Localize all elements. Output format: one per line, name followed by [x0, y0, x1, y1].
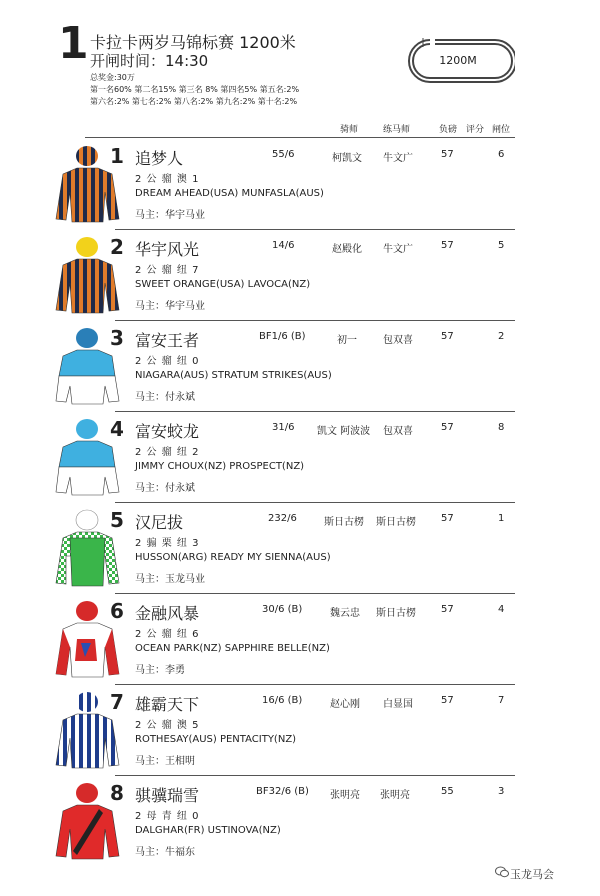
gate: 5 [498, 240, 505, 251]
odds: 14/6 [272, 240, 295, 251]
pedigree: DREAM AHEAD(USA) MUNFASLA(AUS) [135, 188, 324, 199]
gate: 1 [498, 513, 505, 524]
horse-row [0, 413, 600, 503]
odds: BF1/6 (B) [259, 331, 306, 342]
row-divider [115, 502, 515, 503]
horse-row [0, 595, 600, 685]
row-divider [115, 320, 515, 321]
header-rating: 评分 [466, 125, 485, 135]
pedigree: DALGHAR(FR) USTINOVA(NZ) [135, 825, 281, 836]
wechat-icon [495, 866, 509, 878]
jockey: 柯凯文 [332, 153, 362, 164]
header-jockey: 骑师 [340, 125, 359, 135]
owner: 马主：牛福东 [135, 847, 195, 858]
weight: 57 [441, 422, 454, 433]
jockey: 斯日古楞 [324, 517, 364, 528]
horse-number: 1 [110, 144, 124, 168]
prize-distribution-1: 第一名60% 第二名15% 第三名 8% 第四名5% 第五名:2% [90, 85, 300, 94]
gate: 2 [498, 331, 505, 342]
trainer: 斯日古楞 [376, 517, 416, 528]
horse-name: 富安王者 [135, 331, 200, 350]
row-divider [115, 411, 515, 412]
row-divider [115, 684, 515, 685]
odds: 16/6 (B) [262, 695, 303, 706]
weight: 55 [441, 786, 454, 797]
owner: 马主：华宇马业 [135, 210, 205, 221]
pedigree: SWEET ORANGE(USA) LAVOCA(NZ) [135, 279, 311, 290]
horse-number: 8 [110, 781, 124, 805]
race-time: 开闸时间：14:30 [90, 52, 209, 70]
horse-name: 追梦人 [135, 149, 184, 168]
row-divider [115, 775, 515, 776]
horse-info: 2 公 骝 澳 5 [135, 720, 200, 731]
weight: 57 [441, 240, 454, 251]
horse-name: 汉尼拔 [135, 513, 184, 532]
owner: 马主：付永斌 [135, 483, 195, 494]
header-gate: 闸位 [492, 125, 511, 135]
pedigree: JIMMY CHOUX(NZ) PROSPECT(NZ) [135, 461, 305, 472]
horse-number: 5 [110, 508, 124, 532]
trainer: 包双喜 [383, 335, 413, 346]
gate: 6 [498, 149, 505, 160]
horse-row [0, 686, 600, 776]
horse-info: 2 骟 栗 纽 3 [135, 538, 200, 549]
jockey: 魏云忠 [330, 608, 360, 619]
horse-name: 华宇风光 [135, 240, 200, 259]
odds: BF32/6 (B) [256, 786, 309, 797]
horse-row [0, 322, 600, 412]
horse-number: 4 [110, 417, 124, 441]
horse-number: 7 [110, 690, 124, 714]
horse-name: 雄霸天下 [135, 695, 200, 714]
horse-info: 2 公 骝 澳 1 [135, 174, 200, 185]
gate: 3 [498, 786, 505, 797]
pedigree: NIAGARA(AUS) STRATUM STRIKES(AUS) [135, 370, 332, 381]
trainer: 张明亮 [380, 790, 410, 801]
pedigree: OCEAN PARK(NZ) SAPPHIRE BELLE(NZ) [135, 643, 330, 654]
horse-info: 2 公 骝 纽 6 [135, 629, 200, 640]
owner: 马主：李勇 [135, 665, 185, 676]
horse-name: 骐骥瑞雪 [135, 786, 200, 805]
header-weight: 负磅 [439, 125, 458, 135]
jockey: 赵殿化 [332, 244, 362, 255]
odds: 55/6 [272, 149, 295, 160]
track-distance-label: 1200M [439, 54, 477, 67]
horse-info: 2 母 青 纽 0 [135, 811, 200, 822]
horse-info: 2 公 骝 纽 0 [135, 356, 200, 367]
gate: 7 [498, 695, 505, 706]
horse-number: 2 [110, 235, 124, 259]
horse-row [0, 504, 600, 594]
jockey: 张明亮 [330, 790, 360, 801]
gate: 4 [498, 604, 505, 615]
horse-number: 3 [110, 326, 124, 350]
odds: 232/6 [268, 513, 297, 524]
weight: 57 [441, 513, 454, 524]
header-trainer: 练马师 [383, 125, 411, 135]
horse-row [0, 777, 600, 867]
gate: 8 [498, 422, 505, 433]
trainer: 包双喜 [383, 426, 413, 437]
weight: 57 [441, 695, 454, 706]
owner: 马主：王相明 [135, 756, 195, 767]
jockey: 初一 [337, 335, 357, 346]
row-divider [115, 229, 515, 230]
watermark: 玉龙马会 [510, 868, 554, 881]
purse: 总奖金:30万 [90, 73, 135, 82]
pedigree: ROTHESAY(AUS) PENTACITY(NZ) [135, 734, 297, 745]
race-number: 1 [58, 18, 89, 69]
header-divider [85, 137, 515, 138]
horse-row [0, 231, 600, 321]
jockey: 赵心刚 [330, 699, 360, 710]
row-divider [115, 593, 515, 594]
jockey: 凯文 阿波波 [317, 426, 371, 437]
odds: 31/6 [272, 422, 295, 433]
trainer: 牛文广 [383, 153, 413, 164]
horse-info: 2 公 骝 纽 7 [135, 265, 200, 276]
owner: 马主：玉龙马业 [135, 574, 205, 585]
trainer: 白显国 [383, 699, 413, 710]
horse-row [0, 140, 600, 230]
prize-distribution-2: 第六名:2% 第七名:2% 第八名:2% 第九名:2% 第十名:2% [90, 97, 298, 106]
weight: 57 [441, 331, 454, 342]
horse-info: 2 公 骝 纽 2 [135, 447, 200, 458]
horse-name: 富安蛟龙 [135, 422, 200, 441]
horse-name: 金融风暴 [135, 604, 200, 623]
weight: 57 [441, 604, 454, 615]
odds: 30/6 (B) [262, 604, 303, 615]
trainer: 牛文广 [383, 244, 413, 255]
owner: 马主：付永斌 [135, 392, 195, 403]
owner: 马主：华宇马业 [135, 301, 205, 312]
pedigree: HUSSON(ARG) READY MY SIENNA(AUS) [135, 552, 331, 563]
weight: 57 [441, 149, 454, 160]
horse-number: 6 [110, 599, 124, 623]
trainer: 斯日古楞 [376, 608, 416, 619]
race-title: 卡拉卡两岁马锦标赛 1200米 [90, 33, 296, 52]
